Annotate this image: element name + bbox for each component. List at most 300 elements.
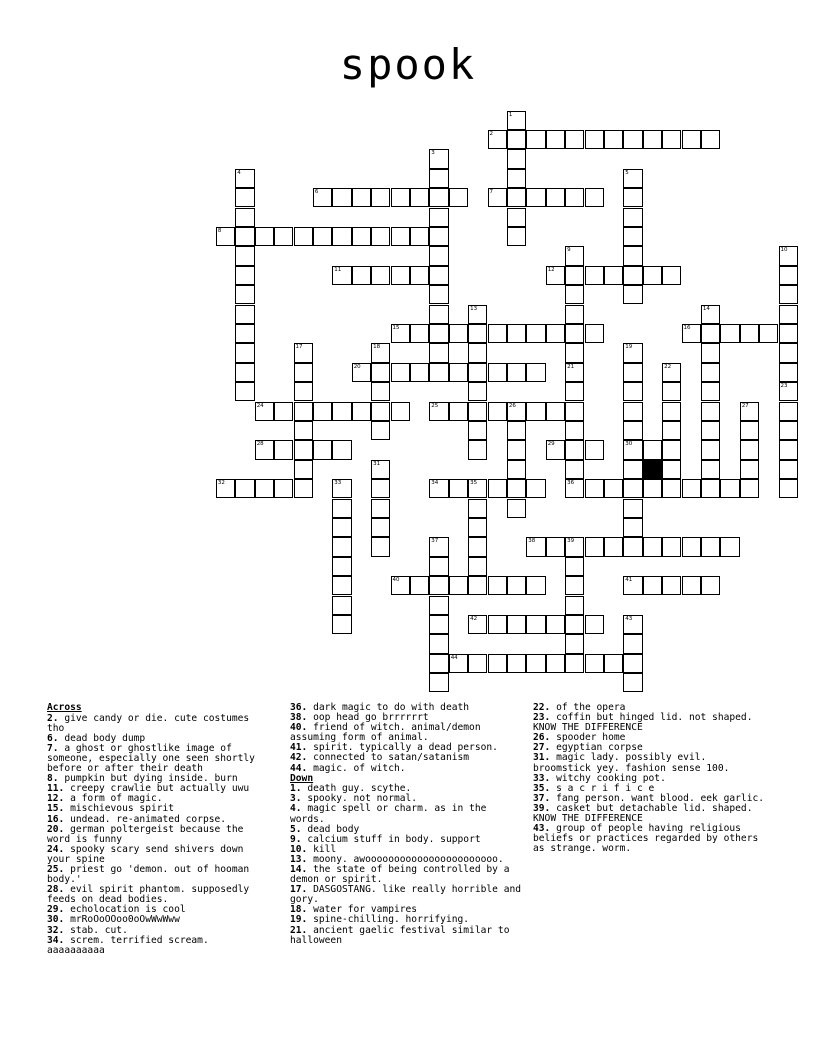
grid-cell[interactable]	[779, 343, 798, 362]
grid-cell[interactable]	[468, 324, 487, 343]
grid-cell[interactable]	[546, 537, 565, 556]
grid-cell[interactable]	[371, 266, 390, 285]
grid-cell[interactable]	[332, 188, 351, 207]
grid-cell[interactable]	[313, 402, 332, 421]
grid-cell[interactable]	[313, 440, 332, 459]
grid-cell[interactable]	[507, 324, 526, 343]
grid-cell[interactable]	[565, 343, 584, 362]
grid-cell[interactable]	[565, 654, 584, 673]
grid-cell[interactable]	[507, 654, 526, 673]
grid-cell[interactable]	[662, 479, 681, 498]
grid-cell[interactable]	[701, 130, 720, 149]
grid-cell[interactable]	[429, 285, 448, 304]
grid-cell[interactable]	[701, 402, 720, 421]
grid-cell[interactable]	[468, 557, 487, 576]
grid-cell[interactable]	[623, 440, 642, 459]
grid-cell[interactable]	[740, 421, 759, 440]
grid-cell[interactable]	[662, 130, 681, 149]
grid-cell[interactable]	[604, 266, 623, 285]
grid-cell[interactable]	[526, 576, 545, 595]
grid-cell[interactable]	[371, 499, 390, 518]
grid-cell[interactable]	[623, 537, 642, 556]
down-clue-4	[290, 804, 526, 824]
grid-cell[interactable]	[779, 460, 798, 479]
grid-cell[interactable]	[235, 479, 254, 498]
clue-number: 3	[431, 150, 435, 157]
grid-cell[interactable]	[662, 363, 681, 382]
grid-cell[interactable]	[352, 188, 371, 207]
grid-cell[interactable]	[740, 440, 759, 459]
grid-cell[interactable]	[235, 188, 254, 207]
grid-cell[interactable]	[623, 227, 642, 246]
grid-cell[interactable]	[662, 460, 681, 479]
grid-cell[interactable]	[429, 634, 448, 653]
grid-cell[interactable]	[565, 421, 584, 440]
grid-cell[interactable]	[623, 576, 642, 595]
grid-cell[interactable]	[468, 615, 487, 634]
grid-cell[interactable]	[429, 576, 448, 595]
grid-cell[interactable]	[623, 285, 642, 304]
grid-cell[interactable]	[585, 537, 604, 556]
grid-cell[interactable]	[449, 479, 468, 498]
grid-cell[interactable]	[623, 188, 642, 207]
grid-cell[interactable]	[682, 130, 701, 149]
grid-cell[interactable]	[779, 285, 798, 304]
grid-cell[interactable]	[391, 324, 410, 343]
grid-cell[interactable]	[468, 343, 487, 362]
grid-cell[interactable]	[332, 479, 351, 498]
grid-cell[interactable]	[623, 634, 642, 653]
grid-cell[interactable]	[585, 654, 604, 673]
grid-cell[interactable]	[565, 537, 584, 556]
grid-cell[interactable]	[740, 479, 759, 498]
grid-cell[interactable]	[565, 634, 584, 653]
grid-cell[interactable]	[643, 537, 662, 556]
grid-cell[interactable]	[546, 266, 565, 285]
grid-cell[interactable]	[546, 130, 565, 149]
grid-cell[interactable]	[235, 246, 254, 265]
grid-cell[interactable]	[662, 440, 681, 459]
grid-cell[interactable]	[468, 402, 487, 421]
grid-cell[interactable]	[662, 266, 681, 285]
grid-cell[interactable]	[585, 440, 604, 459]
grid-cell[interactable]	[701, 479, 720, 498]
grid-cell[interactable]	[235, 227, 254, 246]
grid-cell[interactable]	[565, 440, 584, 459]
grid-cell[interactable]	[488, 188, 507, 207]
grid-cell[interactable]	[429, 305, 448, 324]
grid-cell[interactable]	[779, 382, 798, 401]
grid-cell[interactable]	[623, 402, 642, 421]
grid-cell[interactable]	[565, 460, 584, 479]
grid-cell[interactable]	[313, 188, 332, 207]
grid-cell[interactable]	[565, 479, 584, 498]
grid-cell[interactable]	[546, 324, 565, 343]
grid-cell[interactable]	[488, 324, 507, 343]
grid-cell[interactable]	[565, 324, 584, 343]
grid-cell[interactable]	[682, 324, 701, 343]
grid-cell[interactable]	[488, 363, 507, 382]
grid-cell[interactable]	[488, 402, 507, 421]
grid-cell[interactable]	[507, 499, 526, 518]
grid-cell[interactable]	[779, 363, 798, 382]
grid-cell[interactable]	[235, 363, 254, 382]
grid-cell[interactable]	[623, 421, 642, 440]
grid-cell[interactable]	[429, 343, 448, 362]
grid-cell[interactable]	[294, 460, 313, 479]
grid-cell[interactable]	[274, 479, 293, 498]
grid-cell[interactable]	[759, 324, 778, 343]
grid-cell[interactable]	[429, 149, 448, 168]
grid-cell[interactable]	[623, 479, 642, 498]
grid-cell[interactable]	[604, 654, 623, 673]
grid-cell[interactable]	[468, 499, 487, 518]
grid-cell[interactable]	[682, 479, 701, 498]
grid-cell[interactable]	[468, 576, 487, 595]
grid-cell[interactable]	[429, 266, 448, 285]
grid-cell[interactable]	[216, 227, 235, 246]
grid-cell[interactable]	[216, 479, 235, 498]
grid-cell[interactable]	[526, 130, 545, 149]
grid-cell[interactable]	[701, 460, 720, 479]
grid-cell[interactable]	[429, 208, 448, 227]
grid-cell[interactable]	[371, 227, 390, 246]
grid-cell[interactable]	[488, 479, 507, 498]
grid-cell[interactable]	[468, 537, 487, 556]
clue-number-label: 24.	[47, 843, 65, 855]
grid-cell[interactable]	[488, 576, 507, 595]
grid-cell[interactable]	[332, 576, 351, 595]
grid-cell[interactable]	[701, 382, 720, 401]
grid-cell[interactable]	[429, 169, 448, 188]
grid-cell[interactable]	[507, 479, 526, 498]
grid-cell[interactable]	[720, 324, 739, 343]
grid-cell[interactable]	[294, 363, 313, 382]
grid-cell[interactable]	[235, 343, 254, 362]
grid-cell[interactable]	[623, 518, 642, 537]
grid-cell[interactable]	[662, 576, 681, 595]
grid-cell[interactable]	[565, 576, 584, 595]
grid-cell[interactable]	[507, 149, 526, 168]
grid-cell[interactable]	[332, 402, 351, 421]
grid-cell[interactable]	[313, 227, 332, 246]
grid-cell[interactable]	[701, 537, 720, 556]
grid-cell[interactable]	[623, 382, 642, 401]
grid-cell[interactable]	[274, 402, 293, 421]
grid-cell[interactable]	[565, 557, 584, 576]
grid-cell[interactable]	[526, 188, 545, 207]
clue-text: spirit. typically a dead person.	[307, 742, 498, 754]
grid-cell[interactable]	[371, 537, 390, 556]
grid-cell[interactable]	[623, 460, 642, 479]
grid-cell[interactable]	[779, 305, 798, 324]
grid-cell[interactable]	[332, 440, 351, 459]
grid-cell[interactable]	[526, 363, 545, 382]
grid-cell[interactable]	[468, 305, 487, 324]
grid-cell[interactable]	[740, 324, 759, 343]
grid-cell[interactable]	[352, 227, 371, 246]
grid-cell[interactable]	[604, 130, 623, 149]
grid-cell[interactable]	[255, 227, 274, 246]
grid-cell[interactable]	[507, 130, 526, 149]
grid-cell[interactable]	[565, 382, 584, 401]
grid-cell[interactable]	[546, 654, 565, 673]
clue-text: calcium stuff in body. support	[301, 833, 481, 845]
grid-cell[interactable]	[332, 227, 351, 246]
grid-cell[interactable]	[585, 188, 604, 207]
grid-cell[interactable]	[488, 615, 507, 634]
grid-cell[interactable]	[623, 130, 642, 149]
grid-cell[interactable]	[352, 266, 371, 285]
grid-cell[interactable]	[235, 305, 254, 324]
grid-cell[interactable]	[429, 246, 448, 265]
grid-cell[interactable]	[565, 266, 584, 285]
grid-cell[interactable]	[294, 227, 313, 246]
grid-cell[interactable]	[526, 402, 545, 421]
grid-cell[interactable]	[449, 654, 468, 673]
grid-cell[interactable]	[449, 188, 468, 207]
grid-cell[interactable]	[235, 324, 254, 343]
grid-cell[interactable]	[332, 596, 351, 615]
grid-cell[interactable]	[332, 499, 351, 518]
grid-cell[interactable]	[410, 227, 429, 246]
grid-cell[interactable]	[526, 654, 545, 673]
grid-cell[interactable]	[604, 537, 623, 556]
grid-cell[interactable]	[662, 537, 681, 556]
grid-cell[interactable]	[701, 305, 720, 324]
grid-cell[interactable]	[429, 596, 448, 615]
grid-cell[interactable]	[332, 557, 351, 576]
grid-cell[interactable]	[779, 266, 798, 285]
grid-cell[interactable]	[779, 421, 798, 440]
grid-cell[interactable]	[332, 266, 351, 285]
grid-cell[interactable]	[701, 324, 720, 343]
grid-cell[interactable]	[468, 479, 487, 498]
grid-cell[interactable]	[779, 440, 798, 459]
grid-cell[interactable]	[643, 440, 662, 459]
grid-cell[interactable]	[720, 537, 739, 556]
grid-cell[interactable]	[449, 324, 468, 343]
grid-cell[interactable]	[682, 537, 701, 556]
grid-cell[interactable]	[565, 305, 584, 324]
grid-cell[interactable]	[391, 363, 410, 382]
grid-cell[interactable]	[429, 654, 448, 673]
grid-cell[interactable]	[643, 266, 662, 285]
grid-cell[interactable]	[565, 596, 584, 615]
grid-cell[interactable]	[488, 654, 507, 673]
across-clue-28	[47, 885, 272, 905]
grid-cell[interactable]	[643, 130, 662, 149]
grid-cell[interactable]	[235, 285, 254, 304]
grid-cell[interactable]	[740, 402, 759, 421]
grid-cell[interactable]	[429, 324, 448, 343]
grid-cell[interactable]	[449, 402, 468, 421]
grid-cell[interactable]	[565, 188, 584, 207]
grid-cell[interactable]	[391, 227, 410, 246]
grid-cell[interactable]	[371, 343, 390, 362]
grid-cell[interactable]	[623, 343, 642, 362]
grid-cell[interactable]	[507, 615, 526, 634]
grid-cell[interactable]	[565, 246, 584, 265]
grid-cell[interactable]	[371, 363, 390, 382]
grid-cell[interactable]	[391, 188, 410, 207]
clue-number: 41	[625, 577, 633, 584]
grid-cell[interactable]	[255, 479, 274, 498]
grid-cell[interactable]	[429, 673, 448, 692]
grid-cell[interactable]	[371, 479, 390, 498]
grid-cell[interactable]	[643, 479, 662, 498]
grid-cell[interactable]	[352, 363, 371, 382]
grid-cell[interactable]	[779, 402, 798, 421]
grid-cell[interactable]	[429, 363, 448, 382]
grid-cell[interactable]	[623, 673, 642, 692]
grid-cell[interactable]	[623, 246, 642, 265]
grid-cell[interactable]	[391, 402, 410, 421]
grid-cell[interactable]	[294, 479, 313, 498]
grid-cell[interactable]	[332, 518, 351, 537]
grid-cell[interactable]	[429, 615, 448, 634]
grid-cell[interactable]	[235, 208, 254, 227]
grid-cell[interactable]	[274, 440, 293, 459]
grid-cell[interactable]	[643, 576, 662, 595]
grid-cell[interactable]	[352, 402, 371, 421]
grid-cell[interactable]	[410, 363, 429, 382]
grid-cell[interactable]	[779, 324, 798, 343]
grid-cell[interactable]	[410, 576, 429, 595]
grid-cell[interactable]	[371, 460, 390, 479]
grid-cell[interactable]	[332, 537, 351, 556]
grid-cell[interactable]	[662, 402, 681, 421]
grid-cell[interactable]	[429, 402, 448, 421]
grid-cell[interactable]	[662, 421, 681, 440]
grid-cell[interactable]	[526, 615, 545, 634]
grid-cell[interactable]	[507, 576, 526, 595]
grid-cell[interactable]	[371, 382, 390, 401]
grid-cell[interactable]	[488, 130, 507, 149]
grid-cell[interactable]	[526, 479, 545, 498]
grid-cell[interactable]	[468, 518, 487, 537]
grid-cell[interactable]	[371, 188, 390, 207]
grid-cell[interactable]	[449, 363, 468, 382]
grid-cell[interactable]	[779, 246, 798, 265]
grid-cell[interactable]	[371, 421, 390, 440]
grid-cell[interactable]	[623, 363, 642, 382]
grid-cell[interactable]	[701, 576, 720, 595]
grid-cell[interactable]	[410, 266, 429, 285]
grid-cell[interactable]	[701, 343, 720, 362]
grid-cell[interactable]	[623, 266, 642, 285]
grid-cell[interactable]	[623, 169, 642, 188]
grid-cell[interactable]	[585, 324, 604, 343]
grid-cell[interactable]	[507, 440, 526, 459]
grid-cell[interactable]	[468, 654, 487, 673]
grid-cell[interactable]	[429, 227, 448, 246]
grid-cell[interactable]	[507, 208, 526, 227]
grid-cell[interactable]	[429, 557, 448, 576]
grid-cell[interactable]	[294, 343, 313, 362]
grid-cell[interactable]	[468, 382, 487, 401]
grid-cell[interactable]	[391, 266, 410, 285]
grid-cell[interactable]	[449, 576, 468, 595]
down-clue-39	[533, 804, 769, 824]
grid-cell[interactable]	[468, 421, 487, 440]
grid-cell[interactable]	[546, 440, 565, 459]
grid-cell[interactable]	[429, 479, 448, 498]
grid-cell[interactable]	[546, 615, 565, 634]
grid-cell[interactable]	[565, 615, 584, 634]
grid-cell[interactable]	[371, 402, 390, 421]
grid-cell[interactable]	[623, 499, 642, 518]
grid-cell[interactable]	[565, 285, 584, 304]
grid-cell[interactable]	[429, 537, 448, 556]
grid-cell[interactable]	[623, 654, 642, 673]
grid-cell[interactable]	[565, 130, 584, 149]
grid-cell[interactable]	[546, 402, 565, 421]
grid-cell[interactable]	[682, 576, 701, 595]
grid-cell[interactable]	[546, 188, 565, 207]
grid-cell[interactable]	[255, 402, 274, 421]
clue-text: mrRoOoOOoo0oOwWwWww	[64, 914, 180, 926]
grid-cell[interactable]	[585, 130, 604, 149]
grid-cell[interactable]	[623, 208, 642, 227]
grid-cell[interactable]	[507, 227, 526, 246]
grid-cell[interactable]	[701, 440, 720, 459]
grid-cell[interactable]	[429, 188, 448, 207]
grid-cell[interactable]	[585, 266, 604, 285]
grid-cell[interactable]	[662, 382, 681, 401]
grid-cell[interactable]	[585, 615, 604, 634]
clue-number: 39	[567, 538, 575, 545]
grid-cell[interactable]	[410, 324, 429, 343]
grid-cell[interactable]	[507, 402, 526, 421]
grid-cell[interactable]	[623, 615, 642, 634]
grid-cell[interactable]	[507, 421, 526, 440]
clue-number: 32	[217, 480, 225, 487]
grid-cell[interactable]	[468, 363, 487, 382]
grid-cell[interactable]	[507, 111, 526, 130]
grid-cell[interactable]	[507, 188, 526, 207]
grid-cell[interactable]	[526, 537, 545, 556]
grid-cell[interactable]	[332, 615, 351, 634]
grid-cell[interactable]	[565, 402, 584, 421]
grid-cell[interactable]	[294, 440, 313, 459]
grid-cell[interactable]	[720, 479, 739, 498]
grid-cell[interactable]	[274, 227, 293, 246]
grid-cell[interactable]	[294, 382, 313, 401]
grid-cell[interactable]	[701, 421, 720, 440]
grid-cell[interactable]	[585, 479, 604, 498]
grid-cell[interactable]	[255, 440, 274, 459]
grid-cell[interactable]	[507, 460, 526, 479]
grid-cell[interactable]	[294, 421, 313, 440]
grid-cell[interactable]	[526, 324, 545, 343]
grid-cell[interactable]	[779, 479, 798, 498]
grid-cell[interactable]	[235, 169, 254, 188]
grid-cell[interactable]	[740, 460, 759, 479]
grid-cell[interactable]	[391, 576, 410, 595]
grid-cell[interactable]	[235, 382, 254, 401]
grid-cell[interactable]	[294, 402, 313, 421]
grid-cell[interactable]	[565, 363, 584, 382]
grid-cell[interactable]	[235, 266, 254, 285]
grid-cell[interactable]	[507, 363, 526, 382]
grid-cell[interactable]	[507, 169, 526, 188]
grid-cell[interactable]	[371, 518, 390, 537]
grid-cell[interactable]	[604, 479, 623, 498]
grid-cell[interactable]	[410, 188, 429, 207]
grid-cell[interactable]	[701, 363, 720, 382]
grid-cell[interactable]	[468, 440, 487, 459]
